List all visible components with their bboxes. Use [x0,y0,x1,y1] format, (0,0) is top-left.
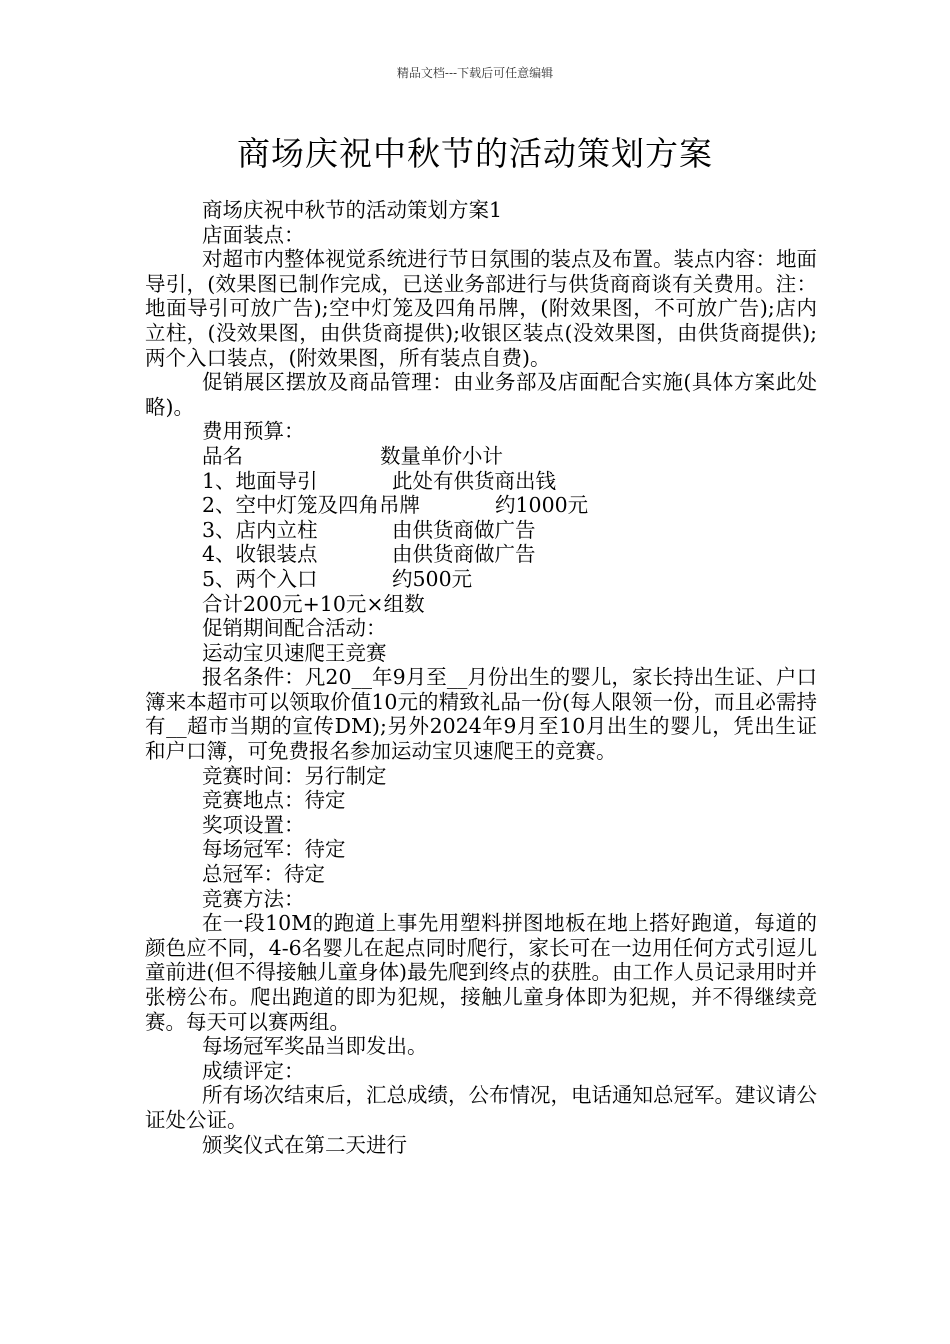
paragraph: 竞赛方法： [202,886,305,911]
budget-table [145,444,817,592]
budget-row [145,518,817,543]
budget-item-note: 约1000元 [495,493,589,518]
budget-item-name: 3、店内立柱 [202,517,318,542]
budget-item-name: 2、空中灯笼及四角吊牌 [202,493,421,518]
budget-item-note: 约500元 [392,566,473,591]
paragraph: 促销展区摆放及商品管理：由业务部及店面配合实施(具体方案此处略)。 [145,370,817,419]
paragraph: 对超市内整体视觉系统进行节日氛围的装点及布置。装点内容：地面导引，(效果图已制作完成，已送业务部进行与供货商商谈有关费用。注：地面导引可放广告);空中灯笼及四角吊牌，(附效果图，不可放广告);店内立柱，(没效果图，由供货商提供);收银区装点(没效果图，由供货商提供);两个入口装点，(附效果图，所有装点自费)。 [145,247,817,370]
paragraph: 每场冠军：待定 [202,837,346,862]
budget-item-note: 由供货商做广告 [392,517,536,542]
paragraph: 奖项设置： [202,812,305,837]
document-body [145,198,817,1157]
budget-item-note: 由供货商做广告 [392,542,536,567]
paragraph: 报名条件：凡20__年9月至__月份出生的婴儿，家长持出生证、户口簿来本超市可以领取价值10元的精致礼品一份(每人限领一份，而且必需持有__超市当期的宣传DM);另外2024年9月至10月出生的婴儿，凭出生证和户口簿，可免费报名参加运动宝贝速爬王的竞赛。 [145,665,817,764]
page-header: 精品文档---下载后可任意编辑 [396,66,554,80]
paragraph: 运动宝贝速爬王竞赛 [202,640,387,665]
budget-item-name: 1、地面导引 [202,468,318,493]
budget-row [145,469,817,494]
paragraph: 总冠军：待定 [202,862,325,887]
budget-row [145,567,817,592]
budget-header-name: 品名 [202,443,243,468]
paragraph: 竞赛地点：待定 [202,788,346,813]
budget-item-name: 4、收银装点 [202,542,318,567]
paragraph: 合计200元+10元×组数 [202,591,425,616]
paragraph: 颁奖仪式在第二天进行 [202,1132,407,1157]
budget-row [145,493,817,518]
paragraph: 费用预算： [202,419,305,444]
budget-header-row [145,444,817,469]
budget-header-cols: 数量单价小计 [380,443,503,468]
paragraph: 每场冠军奖品当即发出。 [202,1034,428,1059]
paragraph: 店面装点： [202,222,305,247]
paragraph: 促销期间配合活动： [202,616,387,641]
paragraph: 竞赛时间：另行制定 [202,763,387,788]
budget-item-note: 此处有供货商出钱 [392,468,556,493]
paragraph: 成绩评定： [202,1058,305,1083]
paragraph: 在一段10M的跑道上事先用塑料拼图地板在地上搭好跑道，每道的颜色应不同，4-6名婴儿在起点同时爬行，家长可在一边用任何方式引逗儿童前进(但不得接触儿童身体)最先爬到终点的获胜。由工作人员记录用时并张榜公布。爬出跑道的即为犯规，接触儿童身体即为犯规，并不得继续竞赛。每天可以赛两组。 [145,911,817,1034]
budget-row [145,542,817,567]
paragraph: 商场庆祝中秋节的活动策划方案1 [202,198,503,222]
paragraph: 所有场次结束后，汇总成绩，公布情况，电话通知总冠军。建议请公证处公证。 [145,1083,817,1132]
budget-item-name: 5、两个入口 [202,566,318,591]
document-title: 商场庆祝中秋节的活动策划方案 [237,134,713,173]
